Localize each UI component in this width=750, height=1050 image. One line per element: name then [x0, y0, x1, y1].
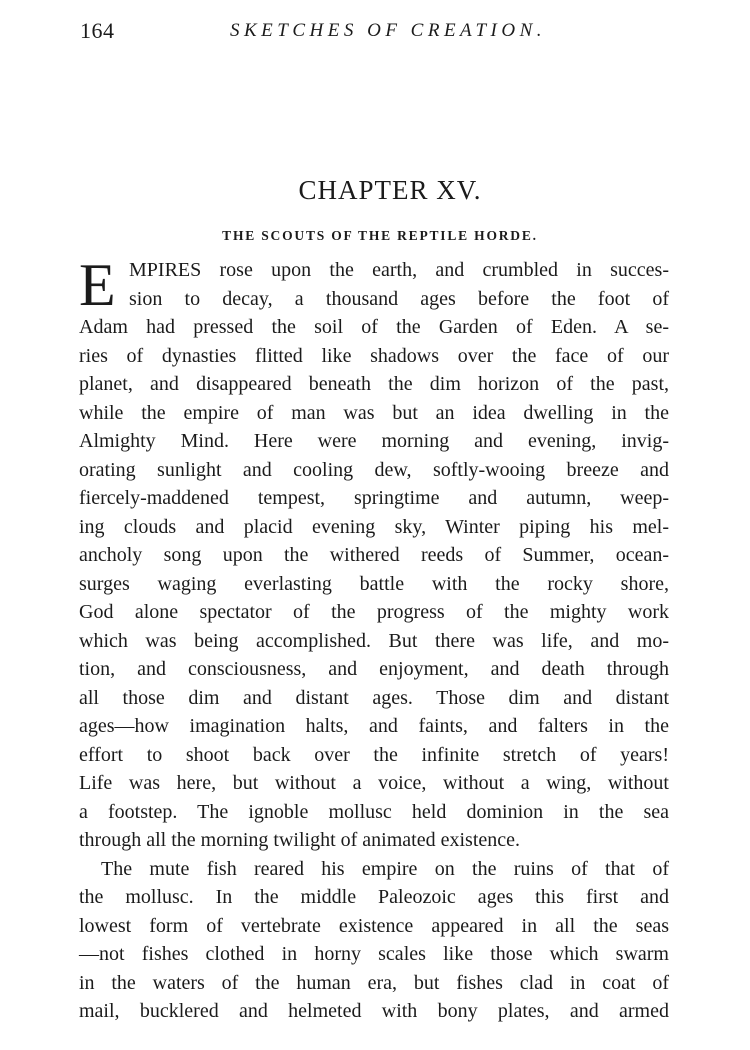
text-line: ancholy song upon the withered reeds of Summer, ocean- — [79, 544, 669, 566]
text-line: —not fishes clothed in horny scales like those which swarm — [79, 943, 669, 965]
running-title: SKETCHES OF CREATION. — [230, 20, 546, 41]
text-line: which was being accomplished. But there was life, and mo- — [79, 629, 669, 652]
text-line: mail, bucklered and helmeted with bony plates, and armed — [79, 1000, 669, 1022]
text-line: in the waters of the human era, but fishes clad in coat of — [79, 971, 669, 994]
text-line: while the empire of man was but an idea dwelling in the — [79, 401, 669, 424]
text-line: lowest form of vertebrate existence appeared in all the seas — [79, 914, 669, 937]
text-line: effort to shoot back over the infinite stretch of years! — [79, 743, 669, 766]
body-text — [79, 252, 669, 1026]
text-line: Life was here, but without a voice, without a wing, without — [79, 772, 669, 794]
text-line: all those dim and distant ages. Those dim and distant — [79, 686, 669, 709]
chapter-title: CHAPTER XV. — [298, 175, 482, 205]
text-line: a footstep. The ignoble mollusc held dominion in the sea — [79, 800, 669, 823]
text-line: ages—how imagination halts, and faints, and falters in the — [79, 715, 669, 737]
text-line: ing clouds and placid evening sky, Winter piping his mel- — [79, 515, 669, 538]
text-line: surges waging everlasting battle with the rocky shore, — [79, 572, 669, 595]
text-line: Almighty Mind. Here were morning and evening, invig- — [79, 430, 669, 452]
text-line: planet, and disappeared beneath the dim horizon of the past, — [79, 373, 669, 395]
text-line: God alone spectator of the progress of the mighty work — [79, 601, 669, 623]
text-line: sion to decay, a thousand ages before the foot of — [129, 287, 669, 310]
text-line: through all the morning twilight of animated existence. — [79, 829, 521, 851]
text-line: The mute fish reared his empire on the ruins of that of — [101, 857, 669, 880]
page-number: 164 — [80, 18, 115, 43]
text-line: tion, and consciousness, and enjoyment, and death through — [79, 658, 669, 680]
chapter-subtitle: THE SCOUTS OF THE REPTILE HORDE. — [222, 228, 538, 243]
text-line: ries of dynasties flitted like shadows over the face of our — [79, 344, 669, 367]
text-line: E MPIRES rose upon the earth, and crumbled in succes- — [79, 252, 669, 318]
text-line: orating sunlight and cooling dew, softly-wooing breeze and — [79, 458, 669, 481]
drop-cap: E — [79, 252, 116, 318]
running-head — [80, 18, 670, 48]
text-line: Adam had pressed the soil of the Garden of Eden. A se- — [79, 316, 669, 338]
text-line: fiercely-maddened tempest, springtime and autumn, weep- — [79, 487, 669, 509]
text-line: the mollusc. In the middle Paleozoic ages this first and — [79, 886, 669, 908]
